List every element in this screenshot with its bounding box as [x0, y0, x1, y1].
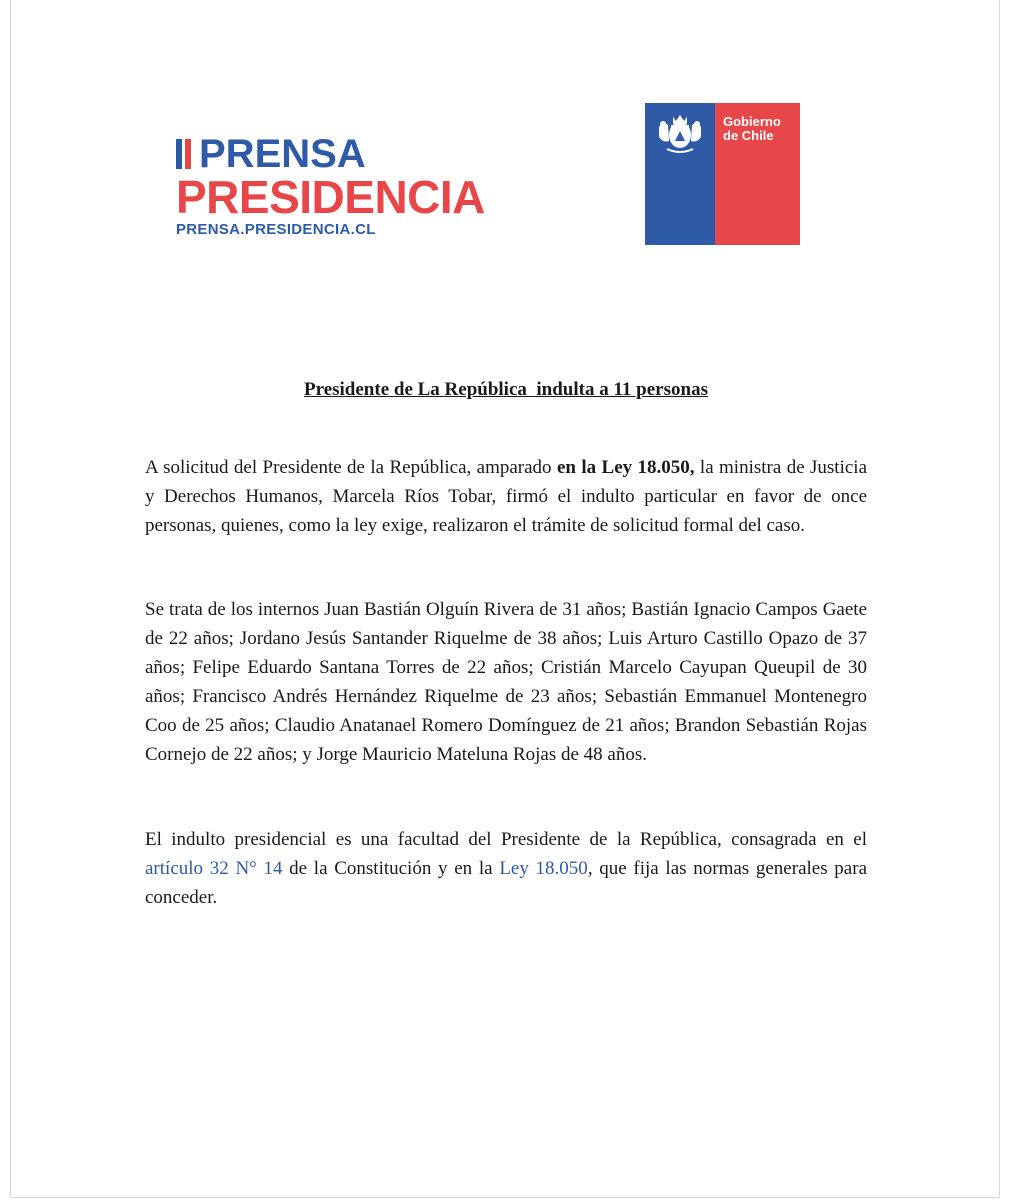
constitution-article-link[interactable]: artículo 32 N° 14	[145, 858, 283, 879]
paragraph-1-text: A solicitud del Presidente de la República, amparado	[145, 457, 557, 478]
gobierno-logo-line2: de Chile	[723, 128, 774, 143]
paragraph-3	[145, 825, 867, 912]
prensa-flag-icon	[176, 139, 194, 169]
paragraph-3-text-mid: de la Constitución y en la	[282, 858, 500, 879]
chile-coat-of-arms-icon	[653, 111, 707, 155]
document-title: Presidente de La República indulta a 11 personas	[304, 379, 708, 400]
gobierno-de-chile-logo	[645, 103, 800, 245]
paragraph-1-bold: en la Ley 18.050,	[556, 457, 695, 478]
paragraph-2: Se trata de los internos Juan Bastián Olguín Rivera de 31 años; Bastián Ignacio Campos Gaete de 22 años; Jordano Jesús Santander Riquelme de 38 años; Luis Arturo Castillo Opazo de 37 años; Felipe Eduardo Santana Torres de 22 años; Cristián Marcelo Cayupan Queupil de 30 años; Francisco Andrés Hernández Riquelme de 23 años; Sebastián Emmanuel Montenegro Coo de 25 años; Claudio Anatanael Romero Domínguez de 21 años; Brandon Sebastián Rojas Cornejo de 22 años; y Jorge Mauricio Mateluna Rojas de 48 años.	[145, 599, 867, 765]
gobierno-logo-line1: Gobierno	[723, 114, 781, 129]
prensa-presidencia-logo	[176, 132, 536, 242]
paragraph-1	[145, 453, 867, 540]
prensa-logo-line2: PRESIDENCIA	[176, 171, 485, 223]
paragraph-3-text-end: , que fija las normas generales para conceder.	[145, 858, 868, 908]
ley-18050-link[interactable]: Ley 18.050	[499, 858, 588, 879]
paragraph-3-text: El indulto presidencial es una facultad del Presidente de la República, consagrada en el	[145, 829, 867, 850]
paragraph-1-text-end: la ministra de Justicia y Derechos Humanos, Marcela Ríos Tobar, firmó el indulto particular en favor de once personas, quienes, como la ley exige, realizaron el trámite de solicitud formal del caso.	[145, 457, 868, 536]
prensa-logo-line1: PRENSA	[199, 132, 366, 176]
prensa-logo-url: PRENSA.PRESIDENCIA.CL	[176, 221, 376, 238]
